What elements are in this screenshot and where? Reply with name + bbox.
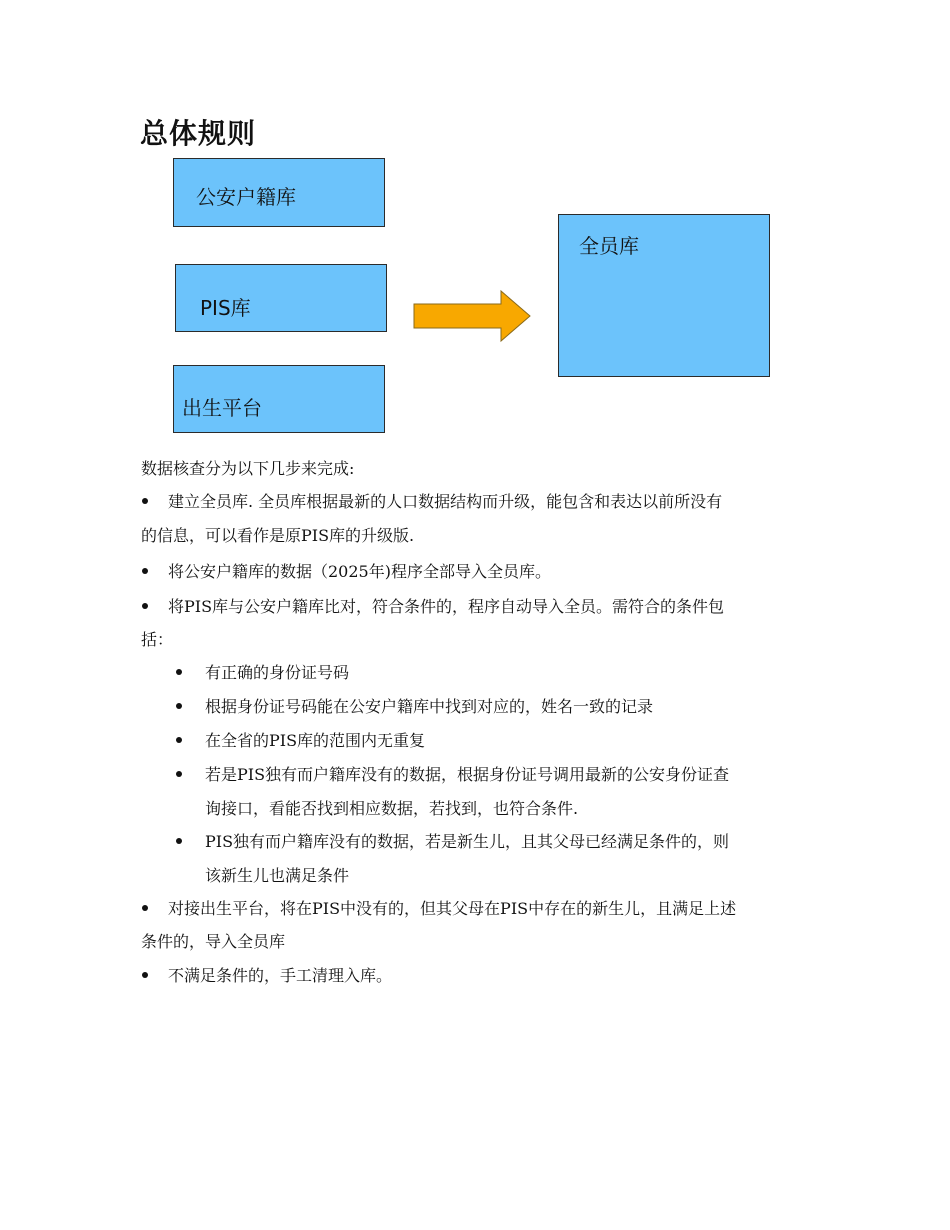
page-title: 总体规则 <box>140 117 257 150</box>
step-1-line-2: 的信息，可以看作是原PIS库的升级版. <box>141 526 415 545</box>
source-box-pis <box>175 264 387 332</box>
bullet-icon <box>142 603 148 609</box>
source-box-police-registry <box>173 158 385 227</box>
step-3-line-2: 括： <box>141 630 174 649</box>
step-3-line-1: 将PIS库与公安户籍库比对，符合条件的，程序自动导入全员。需符合的条件包 <box>168 597 725 616</box>
step-2-line-1: 将公安户籍库的数据（2025年)程序全部导入全员库。 <box>168 562 551 581</box>
condition-1: 有正确的身份证号码 <box>205 663 350 682</box>
bullet-icon <box>142 498 148 504</box>
bullet-icon <box>176 669 182 675</box>
condition-5-line-1: PIS独有而户籍库没有的数据，若是新生儿，且其父母已经满足条件的，则 <box>205 832 730 851</box>
bullet-icon <box>176 737 182 743</box>
condition-5-line-2: 该新生儿也满足条件 <box>205 866 350 885</box>
target-box-full-population <box>558 214 770 377</box>
bullet-icon <box>176 771 182 777</box>
box-label: 出生平台 <box>182 396 262 420</box>
step-5-line-1: 不满足条件的，手工清理入库。 <box>168 966 393 985</box>
intro-text: 数据核查分为以下几步来完成: <box>141 459 355 478</box>
bullet-icon <box>176 838 182 844</box>
box-label: PIS库 <box>200 296 251 320</box>
bullet-icon <box>142 568 148 574</box>
step-4-line-1: 对接出生平台，将在PIS中没有的，但其父母在PIS中存在的新生儿，且满足上述 <box>168 899 737 918</box>
step-4-line-2: 条件的，导入全员库 <box>141 932 286 951</box>
right-arrow-icon <box>412 288 534 344</box>
condition-2: 根据身份证号码能在公安户籍库中找到对应的，姓名一致的记录 <box>205 697 654 716</box>
bullet-icon <box>142 972 148 978</box>
box-label: 公安户籍库 <box>196 185 296 209</box>
bullet-icon <box>176 703 182 709</box>
source-box-birth-platform <box>173 365 385 433</box>
step-1-line-1: 建立全员库. 全员库根据最新的人口数据结构而升级，能包含和表达以前所没有 <box>168 492 723 511</box>
box-label: 全员库 <box>579 234 639 258</box>
condition-4-line-2: 询接口，看能否找到相应数据，若找到，也符合条件. <box>205 799 579 818</box>
condition-3: 在全省的PIS库的范围内无重复 <box>205 731 426 750</box>
bullet-icon <box>142 905 148 911</box>
condition-4-line-1: 若是PIS独有而户籍库没有的数据，根据身份证号调用最新的公安身份证查 <box>205 765 730 784</box>
